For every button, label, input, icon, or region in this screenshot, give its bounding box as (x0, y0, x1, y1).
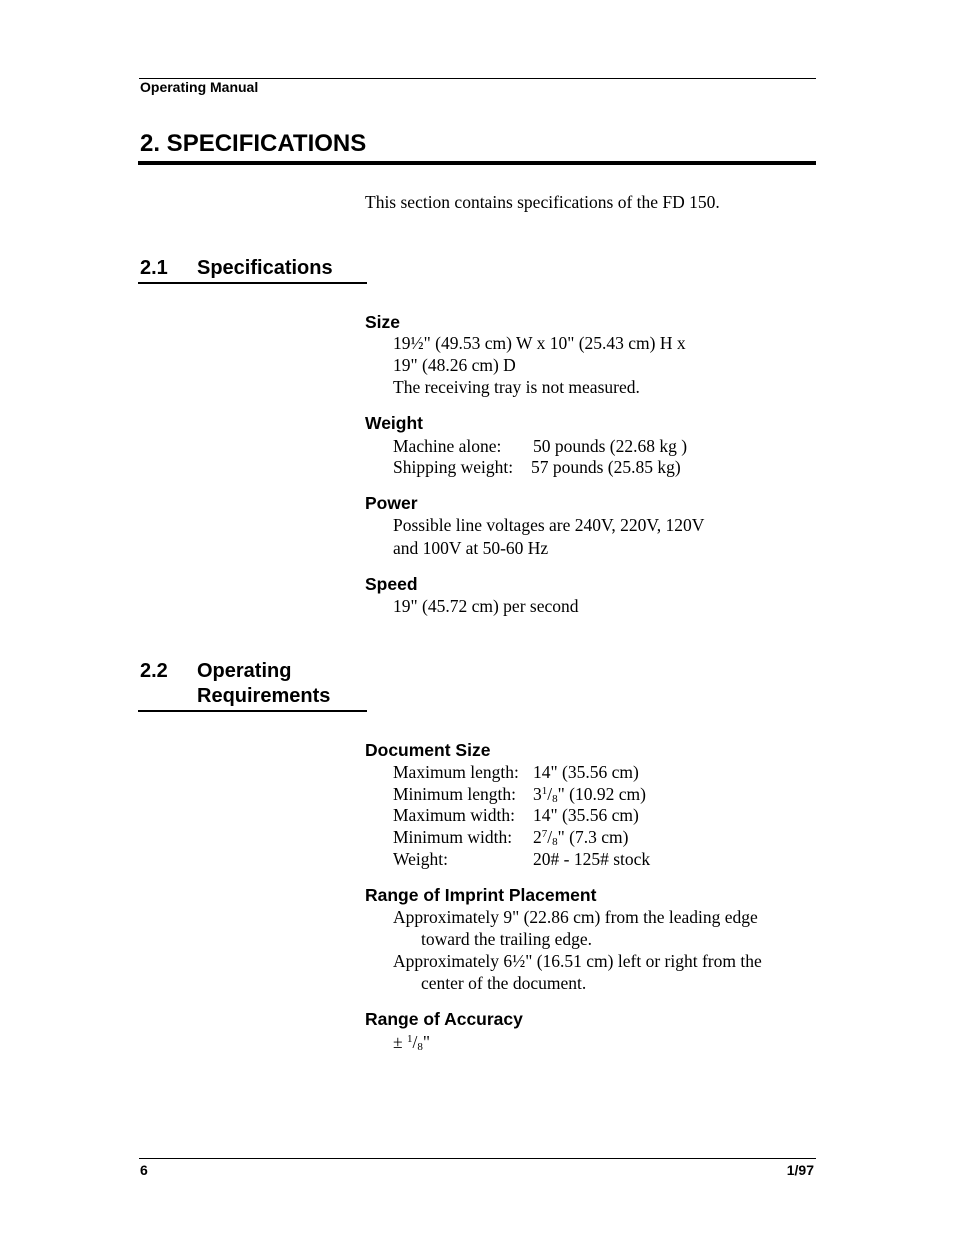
fraction-whole: 2 (533, 827, 542, 847)
chapter-title: 2. SPECIFICATIONS (140, 130, 367, 157)
fraction-denominator: 8 (417, 1041, 423, 1053)
req-row-label: Minimum length: (393, 784, 516, 804)
accuracy-suffix: " (422, 1032, 431, 1052)
spec-row-label: Machine alone: (393, 436, 502, 456)
section-title-line1: Operating (197, 660, 292, 682)
req-row-label: Maximum width: (393, 805, 516, 825)
section-rule (138, 282, 367, 284)
spec-row-value: 57 pounds (25.85 kg) (531, 457, 681, 477)
footer-date: 1/97 (786, 1162, 814, 1178)
chapter-rule (138, 161, 816, 165)
spec-line: Possible line voltages are 240V, 220V, 120V (393, 515, 705, 535)
req-row-value: 14" (35.56 cm) (533, 762, 639, 782)
req-heading-imprint: Range of Imprint Placement (365, 885, 597, 905)
spec-line: 19" (48.26 cm) D (393, 355, 516, 375)
req-line: ± $^1/_8$" (393, 1032, 431, 1053)
fraction-rest: " (10.92 cm) (557, 784, 646, 804)
spec-heading-size: Size (365, 312, 401, 332)
req-row (393, 784, 646, 805)
req-row-value: 20# - 125# stock (533, 849, 651, 869)
req-row-label: Maximum length: (393, 762, 519, 782)
req-row-label: Minimum width: (393, 827, 513, 847)
req-row (393, 849, 651, 870)
section-rule (138, 710, 367, 712)
req-row-label: Weight: (393, 849, 448, 869)
fraction-denominator: 8 (552, 836, 558, 848)
fraction-whole: 3 (533, 784, 542, 804)
req-heading-accuracy: Range of Accuracy (365, 1009, 523, 1029)
running-header: Operating Manual (140, 79, 259, 95)
fraction-rest: " (7.3 cm) (557, 827, 629, 847)
req-line: Approximately 6½" (16.51 cm) left or right from the (393, 951, 762, 971)
spec-line: 19½" (49.53 cm) W x 10" (25.43 cm) H x (393, 333, 686, 353)
fraction-numerator: 1 (541, 785, 548, 797)
spec-line: 19" (45.72 cm) per second (393, 596, 579, 616)
page-number: 6 (140, 1162, 148, 1178)
fraction-denominator: 8 (552, 793, 558, 805)
req-row (393, 762, 639, 783)
req-line: center of the document. (421, 973, 587, 993)
accuracy-prefix: ± (393, 1032, 407, 1052)
spec-row (393, 457, 681, 478)
section-title-line2: Requirements (197, 685, 331, 707)
req-line: Approximately 9" (22.86 cm) from the leading edge (393, 907, 758, 927)
section-title: Specifications (197, 257, 333, 279)
req-heading-document-size: Document Size (365, 740, 491, 760)
spec-line: The receiving tray is not measured. (393, 377, 640, 397)
intro-text: This section contains specifications of the FD 150. (365, 192, 720, 212)
spec-row (393, 436, 688, 457)
req-line: toward the trailing edge. (421, 929, 593, 949)
req-row (393, 805, 639, 826)
spec-row-value: 50 pounds (22.68 kg ) (533, 436, 688, 456)
spec-heading-weight: Weight (365, 413, 424, 433)
req-row (393, 827, 629, 848)
spec-row-label: Shipping weight: (393, 457, 514, 477)
footer-rule (139, 1158, 816, 1159)
section-number: 2.2 (140, 660, 168, 682)
spec-heading-speed: Speed (365, 574, 418, 594)
req-row-value: $2^7/_8$" (7.3 cm) (533, 827, 629, 848)
req-row-value: $3^1/_8$" (10.92 cm) (533, 784, 646, 805)
fraction-numerator: 1 (406, 1033, 413, 1045)
req-row-value: 14" (35.56 cm) (533, 805, 639, 825)
section-number: 2.1 (140, 257, 168, 279)
spec-heading-power: Power (365, 493, 418, 513)
fraction-numerator: 7 (541, 828, 548, 840)
spec-line: and 100V at 50-60 Hz (393, 538, 549, 558)
